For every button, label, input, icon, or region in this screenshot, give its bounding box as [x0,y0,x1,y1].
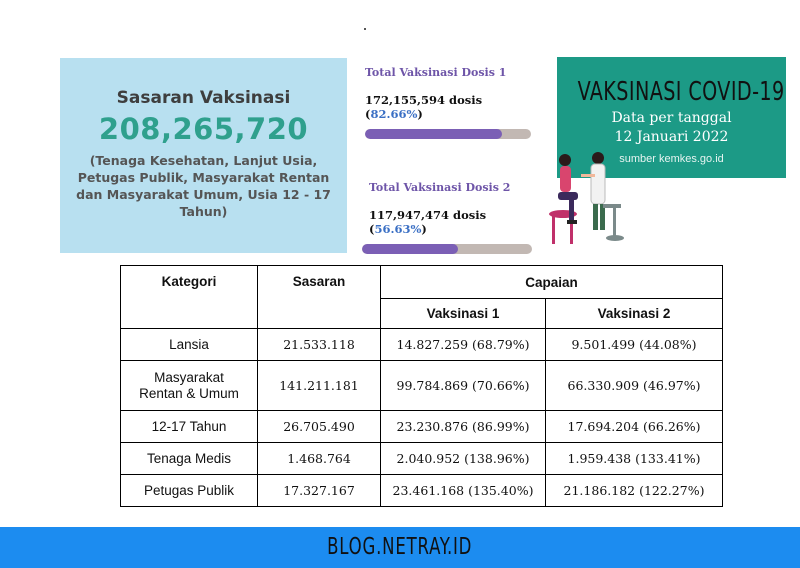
dose2-count: 117,947,474 dosis ( [369,208,487,236]
dose1-value [365,93,531,121]
cell-category: 12-17 Tahun [121,411,258,443]
header-vacc1: Vaksinasi 1 [381,299,546,329]
cell-vacc2: 9.501.499 (44.08%) [546,329,723,361]
footer-bar [0,527,800,568]
dose1-progress-fill [365,129,502,139]
dose1-label: Total Vaksinasi Dosis 1 [365,66,507,79]
table-row [121,361,723,411]
dose1-close-paren: ) [417,107,423,121]
target-title: Sasaran Vaksinasi [116,88,291,108]
header-achievement: Capaian [381,266,723,299]
header-vacc2: Vaksinasi 2 [546,299,723,329]
cell-vacc2: 21.186.182 (122.27%) [546,475,723,507]
cell-target: 141.211.181 [258,361,381,411]
cell-category: Petugas Publik [121,475,258,507]
decorative-dot [364,28,366,30]
target-panel [60,58,347,253]
cell-target: 1.468.764 [258,443,381,475]
banner-title: VAKSINASI COVID-19 [577,77,785,107]
header-category: Kategori [121,266,258,329]
banner-subtitle-date: 12 Januari 2022 [614,129,729,145]
cell-vacc2: 1.959.438 (133.41%) [546,443,723,475]
banner-source: sumber kemkes.go.id [619,153,724,165]
table-row [121,443,723,475]
vaccination-illustration-icon [543,148,627,248]
cell-vacc1: 99.784.869 (70.66%) [381,361,546,411]
dose1-progress-bar [365,129,531,139]
dose2-block [362,181,532,254]
cell-category: Tenaga Medis [121,443,258,475]
table-row [121,475,723,507]
dose2-percent: 56.63% [374,222,422,236]
dose2-progress-fill [362,244,458,254]
header-target: Sasaran [258,266,381,329]
dose1-count: 172,155,594 dosis ( [365,93,483,121]
dose2-close-paren: ) [421,222,427,236]
cell-target: 17.327.167 [258,475,381,507]
dose2-value [369,208,532,236]
dose1-percent: 82.66% [370,107,418,121]
cell-vacc1: 23.230.876 (86.99%) [381,411,546,443]
cell-target: 21.533.118 [258,329,381,361]
dose2-label: Total Vaksinasi Dosis 2 [369,181,511,194]
target-value: 208,265,720 [98,112,309,146]
vaccination-table [120,265,723,507]
table-row [121,411,723,443]
cell-category: Lansia [121,329,258,361]
target-description: (Tenaga Kesehatan, Lanjut Usia, Petugas Publik, Masyarakat Rentan dan Masyarakat Umum, Usia 12 - 17 Tahun) [76,153,331,219]
cell-vacc1: 14.827.259 (68.79%) [381,329,546,361]
cell-vacc2: 66.330.909 (46.97%) [546,361,723,411]
banner-subtitle-date-label: Data per tanggal [611,110,732,126]
cell-target: 26.705.490 [258,411,381,443]
dose2-progress-bar [362,244,532,254]
cell-vacc1: 23.461.168 (135.40%) [381,475,546,507]
table-row [121,329,723,361]
dose1-block [365,66,531,139]
cell-vacc1: 2.040.952 (138.96%) [381,443,546,475]
cell-category: Masyarakat Rentan & Umum [121,361,258,411]
footer-link[interactable]: BLOG.NETRAY.ID [327,534,473,560]
cell-vacc2: 17.694.204 (66.26%) [546,411,723,443]
